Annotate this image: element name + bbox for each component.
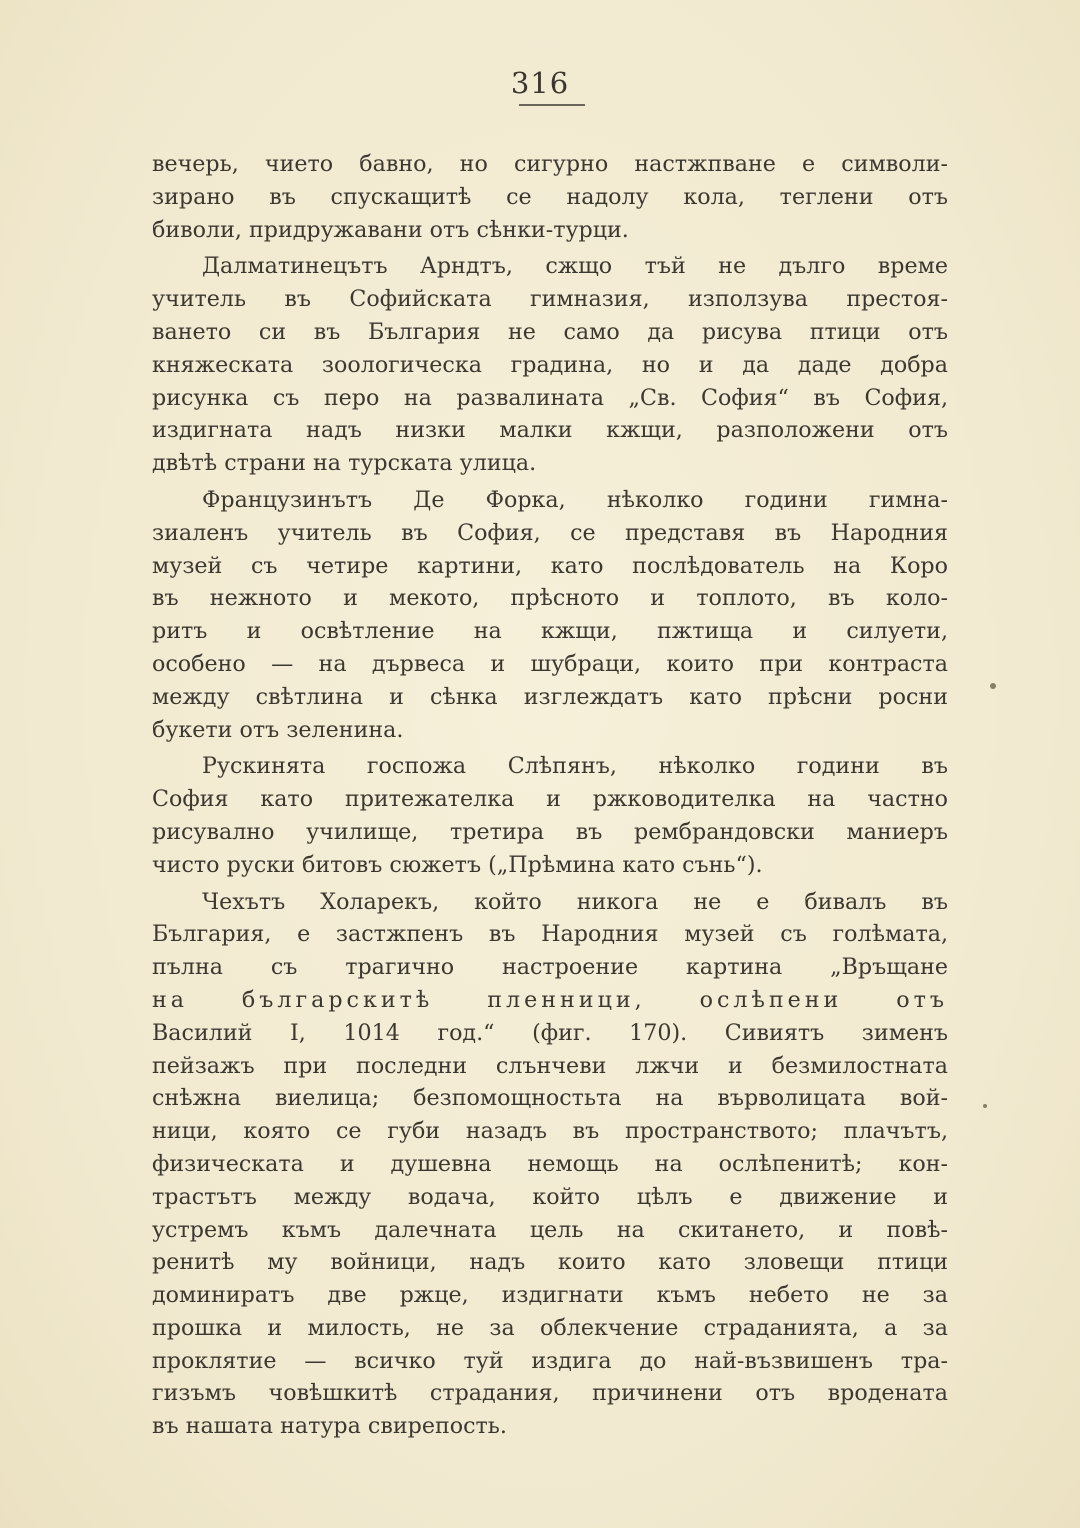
page-number-underline <box>519 104 585 106</box>
text-line: проклятие — всичко туй издига до най-възвишенъ тра- <box>152 1347 948 1374</box>
text-line: биволи, придружавани отъ сѣнки-турци. <box>152 216 629 243</box>
text-line: пълна съ трагично настроение картина „Връщане <box>152 954 948 981</box>
text-line: двѣтѣ страни на турската улица. <box>152 450 537 477</box>
page-number: 316 <box>510 66 570 100</box>
paragraph <box>152 750 948 881</box>
text-line: чисто руски битовъ сюжетъ („Прѣмина като сънь“). <box>152 851 763 878</box>
text-line: гизъмъ човѣшкитѣ страдания, причинени отъ вродената <box>152 1380 948 1407</box>
text-line: София като притежателка и ржководителка на частно <box>152 786 948 813</box>
paragraph <box>152 484 948 746</box>
text-line: въ нежното и мекото, прѣсното и топлото, въ коло- <box>152 585 948 612</box>
text-line: физическата и душевна немощь на ослѣпенитѣ; кон- <box>152 1150 948 1177</box>
text-line: България, е застжпенъ въ Народния музей съ голѣмата, <box>152 921 948 948</box>
text-line: прошка и милость, не за облекчение страданията, а за <box>152 1314 948 1341</box>
paragraph <box>152 886 948 1444</box>
text-line: Чехътъ Холарекъ, който никога не е бивалъ въ <box>202 888 948 915</box>
text-line: ритъ и освѣтление на кжщи, пжтища и силуети, <box>152 618 948 645</box>
paper-speck <box>983 1104 987 1108</box>
text-line: вечерь, чието бавно, но сигурно настжпване е символи- <box>152 151 948 177</box>
text-line: въ нашата натура свирепость. <box>152 1413 507 1440</box>
paragraph <box>152 148 948 246</box>
text-line: Далматинецътъ Арндтъ, сжщо тъй не дълго време <box>202 253 948 280</box>
paragraph <box>152 250 948 480</box>
text-line: устремъ къмъ далечната цель на скитането, и повѣ- <box>152 1216 948 1243</box>
text-line: на българскитѣ пленници, ослѣпени отъ <box>152 986 948 1013</box>
text-line: ници, която се губи назадъ въ пространството; плачътъ, <box>152 1118 948 1145</box>
text-line: издигната надъ низки малки кжщи, разположени отъ <box>152 417 948 444</box>
text-line: учитель въ Софийската гимназия, използува престоя- <box>152 286 948 313</box>
text-line: снѣжна виелица; безпомощностьта на върволицата вой- <box>152 1085 948 1112</box>
text-line: княжеската зоологическа градина, но и да даде добра <box>152 351 948 378</box>
text-line: Рускинята госпожа Слѣпянъ, нѣколко години въ <box>202 753 948 780</box>
body-text <box>152 148 948 1447</box>
text-line: рисувално училище, третира въ рембрандовски маниеръ <box>152 818 948 845</box>
text-line: рисунка съ перо на развалината „Св. София“ въ София, <box>152 384 948 411</box>
text-line: ренитѣ му войници, надъ които като зловещи птици <box>152 1249 948 1276</box>
text-line: особено — на дървеса и шубраци, които при контраста <box>152 650 948 677</box>
text-line: букети отъ зеленина. <box>152 716 404 743</box>
text-line: между свѣтлина и сѣнка изглеждатъ като прѣсни росни <box>152 683 948 710</box>
text-line: Французинътъ Де Форка, нѣколко години гимна- <box>202 486 948 513</box>
text-line: ването си въ България не само да рисува птици отъ <box>152 318 948 345</box>
text-line: доминиратъ две ржце, издигнати къмъ небето не за <box>152 1282 948 1309</box>
text-line: зирано въ спускащитѣ се надолу кола, теглени отъ <box>152 183 948 210</box>
text-line: музей съ четире картини, като послѣдователь на Коро <box>152 552 948 579</box>
text-line: трастътъ между водача, който цѣлъ е движение и <box>152 1183 948 1210</box>
text-line: Василий I, 1014 год.“ (фиг. 170). Сивиятъ зименъ <box>152 1019 948 1046</box>
text-line: пейзажъ при последни слънчеви лжчи и безмилостната <box>152 1052 948 1079</box>
paper-speck <box>990 683 996 689</box>
text-line: зиаленъ учитель въ София, се представя въ Народния <box>152 519 948 546</box>
